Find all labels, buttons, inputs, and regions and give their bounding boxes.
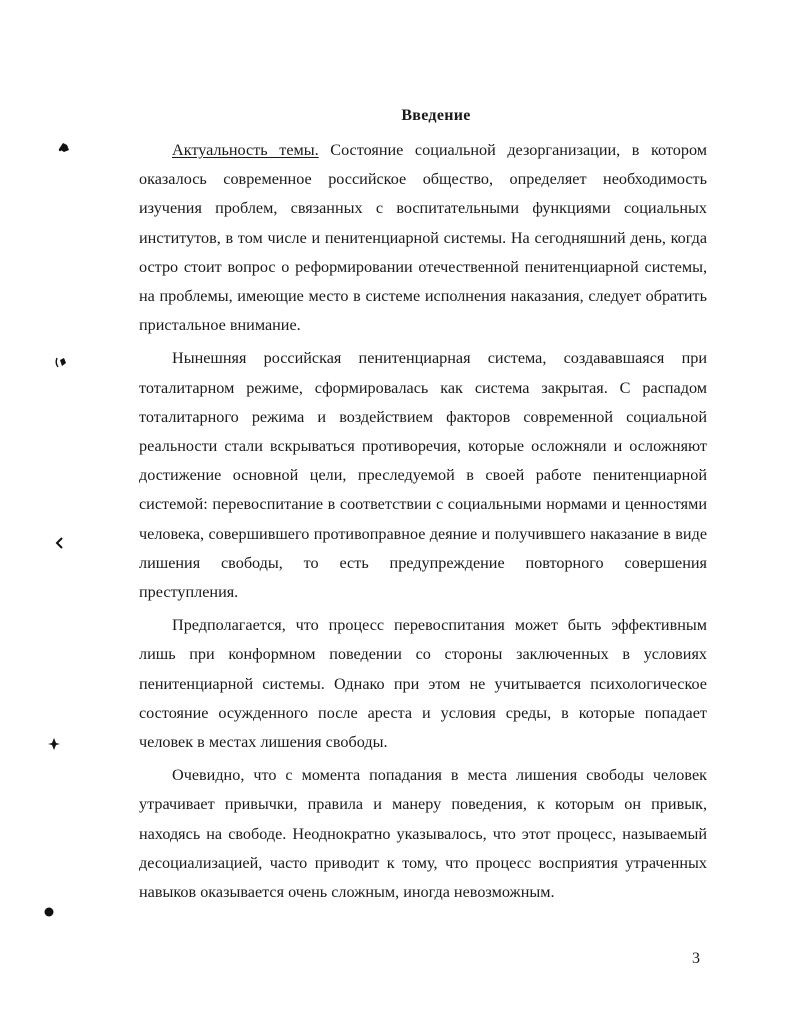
relevance-heading: Актуальность темы.	[172, 141, 319, 159]
page-number: 3	[692, 950, 700, 967]
binding-hole-mark-icon	[47, 737, 61, 751]
binding-hole-mark-icon	[42, 905, 56, 919]
section-title: Введение	[401, 107, 471, 124]
paragraph-re-education: Предполагается, что процесс перевоспитания может быть эффективным лишь при конформном поведении со стороны заключенных в условиях пенитенциарной системы. Однако при этом не учитывается психологическое состояние осужденного после ареста и условия среды, в которые попадает человек в местах лишения свободы.	[139, 616, 707, 752]
paragraph-relevance	[139, 136, 707, 340]
paragraph-desocialization: Очевидно, что с момента попадания в места лишения свободы человек утрачивает привычки, правила и манеру поведения, к которым он привык, находясь на свободе. Неоднократно указывалось, что этот процесс, называемый десоциализацией, часто приводит к тому, что процесс восприятия утраченных навыков оказывается очень сложным, иногда невозможным.	[139, 766, 707, 902]
binding-hole-mark-icon	[53, 536, 67, 550]
binding-hole-mark-icon	[54, 355, 68, 369]
binding-hole-mark-icon	[57, 140, 71, 154]
document-body	[139, 136, 707, 907]
paragraph-text: Состояние социальной дезорганизации, в котором оказалось современное российское общество, определяет необходимость изучения проблем, связанных с воспитательными функциями социальных институтов, в том числе и пенитенциарной системы. На сегодняшний день, когда остро стоит вопрос о реформировании отечественной пенитенциарной системы, на проблемы, имеющие место в системе исполнения наказания, следует обратить пристальное внимание.	[139, 141, 707, 335]
paragraph-penitentiary-system: Нынешняя российская пенитенциарная система, создававшаяся при тоталитарном режиме, сформировалась как система закрытая. С распадом тоталитарного режима и воздействием факторов современной социальной реальности стали вскрываться противоречия, которые осложняли и осложняют достижение основной цели, преследуемой в своей работе пенитенциарной системой: перевоспитание в соответствии с социальными нормами и ценностями человека, совершившего противоправное деяние и получившего наказание в виде лишения свободы, то есть предупреждение повторного совершения преступления.	[139, 349, 707, 602]
